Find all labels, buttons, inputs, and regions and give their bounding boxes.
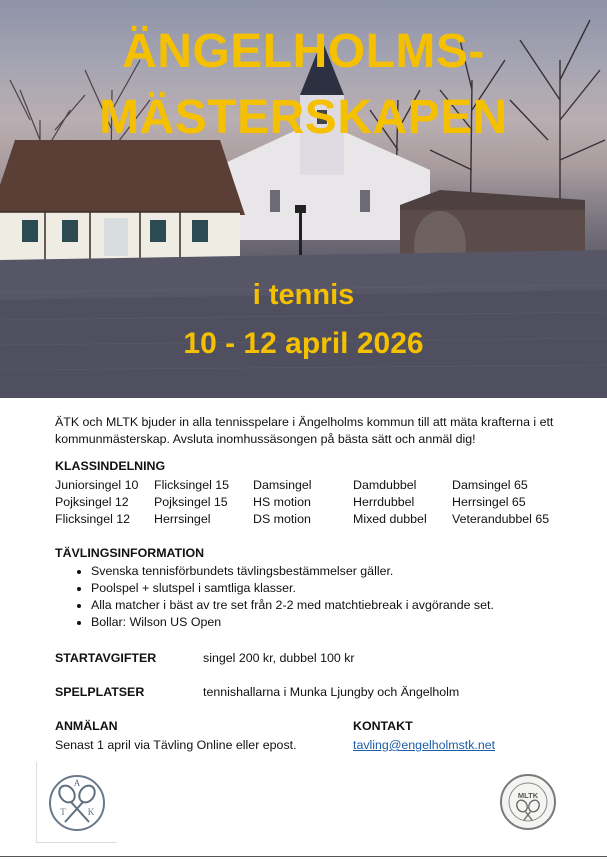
classes-column-5 (452, 477, 549, 528)
classes-column-2 (154, 477, 229, 528)
contact-email-link[interactable]: tavling@engelholmstk.net (353, 738, 496, 752)
contact-heading: KONTAKT (353, 719, 413, 733)
hero-banner (0, 0, 607, 398)
class-item: Pojksingel 15 (154, 495, 228, 509)
class-item: Damsingel 65 (452, 478, 528, 492)
venue-label: SPELPLATSER (55, 685, 145, 699)
competition-rules-list (55, 563, 494, 631)
competition-heading: TÄVLINGSINFORMATION (55, 546, 205, 560)
class-item: Herrdubbel (353, 495, 415, 509)
venue-value: tennishallarna i Munka Ljungby och Ängelholm (203, 685, 460, 699)
class-item: DS motion (253, 512, 311, 526)
class-item: Veterandubbel 65 (452, 512, 550, 526)
event-dates: 10 - 12 april 2026 (183, 327, 424, 360)
class-item: Herrsingel (154, 512, 211, 526)
class-item: Flicksingel 15 (154, 478, 230, 492)
mltk-round-badge-logo-icon (498, 772, 558, 832)
atk-crossed-rackets-logo-icon (37, 762, 117, 842)
registration-text: Senast 1 april via Tävling Online eller epost. (55, 738, 297, 752)
class-item: HS motion (253, 495, 311, 509)
class-item: Mixed dubbel (353, 512, 427, 526)
registration-heading: ANMÄLAN (55, 719, 118, 733)
class-item: Herrsingel 65 (452, 495, 526, 509)
list-item: Bollar: Wilson US Open (55, 614, 494, 631)
class-item: Juniorsingel 10 (55, 478, 139, 492)
classes-column-3 (253, 477, 312, 528)
list-item: Svenska tennisförbundets tävlingsbestämmelser gäller. (55, 563, 494, 580)
list-item: Poolspel + slutspel i samtliga klasser. (55, 580, 494, 597)
class-item: Pojksingel 12 (55, 495, 129, 509)
atk-letter-k: K (87, 807, 95, 817)
atk-letter-t: T (60, 807, 66, 817)
classes-column-1 (55, 477, 138, 528)
mltk-logo-frame (498, 772, 558, 832)
title-line-2: MÄSTERSKAPEN (99, 91, 508, 144)
subtitle: i tennis (252, 279, 355, 311)
title-line-1: ÄNGELHOLMS- (122, 25, 485, 78)
classes-heading: KLASSINDELNING (55, 459, 166, 473)
class-item: Damdubbel (353, 478, 417, 492)
intro-text: ÄTK och MLTK bjuder in alla tennisspelare i Ängelholms kommun till att mäta krafterna i ett kommunmästerskap. Avsluta inomhussäsongen på bästa sätt och anmäl dig! (55, 415, 554, 446)
class-item: Flicksingel 12 (55, 512, 131, 526)
classes-column-4 (353, 477, 427, 528)
atk-logo-frame (36, 762, 117, 843)
intro-section (55, 414, 565, 448)
list-item: Alla matcher i bäst av tre set från 2-2 med matchtiebreak i avgörande set. (55, 597, 494, 614)
bottom-divider (0, 856, 607, 857)
fees-label: STARTAVGIFTER (55, 651, 157, 665)
atk-letter-a: A (73, 778, 81, 788)
fees-value: singel 200 kr, dubbel 100 kr (203, 651, 355, 665)
class-item: Damsingel (253, 478, 312, 492)
mltk-badge-text: MLTK (517, 791, 539, 800)
